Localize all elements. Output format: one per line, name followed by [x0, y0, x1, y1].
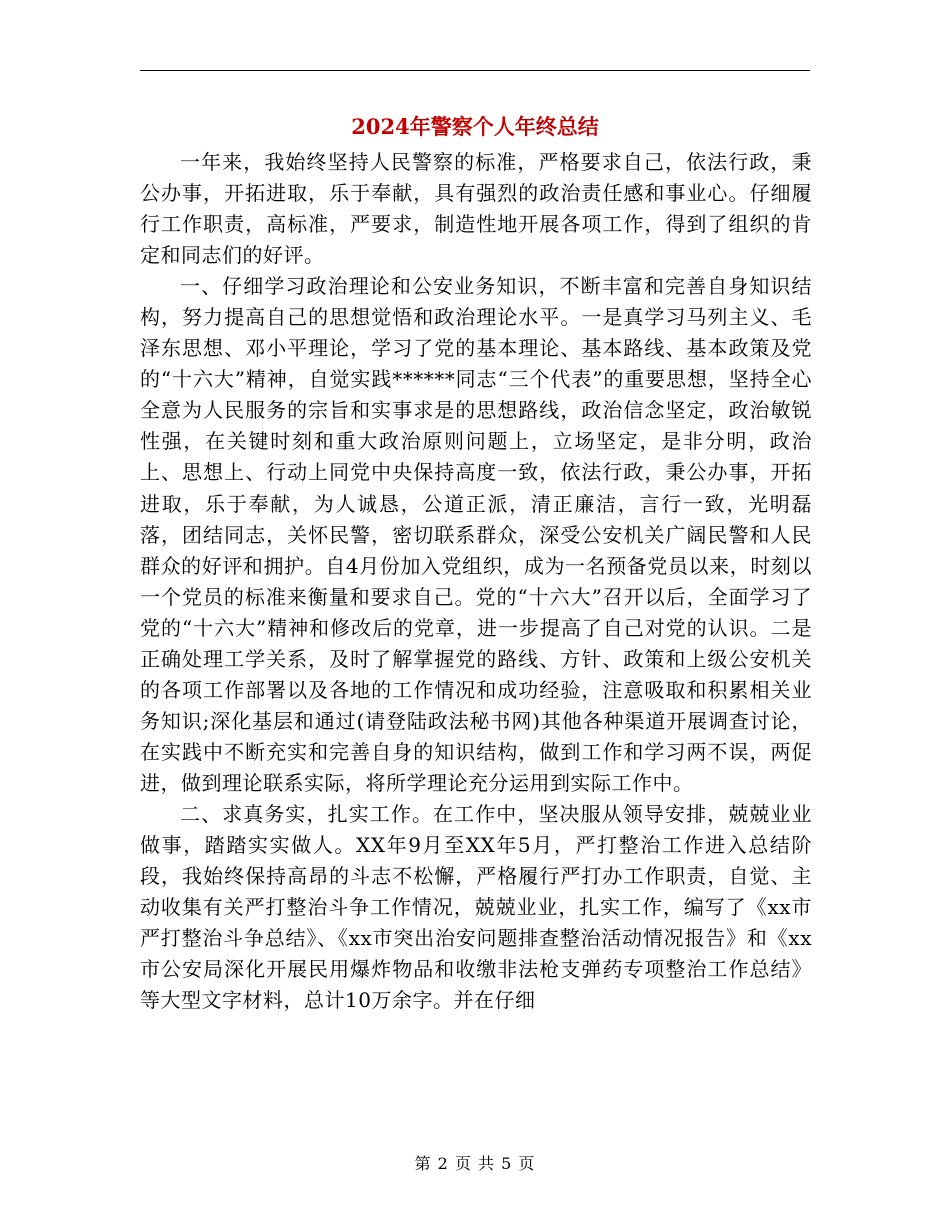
document-title: 2024年警察个人年终总结 [351, 114, 599, 139]
paragraph-section-2: 二、求真务实，扎实工作。在工作中，坚决服从领导安排，兢兢业业做事，踏踏实实做人。XX年9月至XX年5月，严打整治工作进入总结阶段，我始终保持高昂的斗志不松懈，严格履行严打办工作职责，自觉、主动收集有关严打整治斗争工作情况，兢兢业业，扎实工作，编写了《xx市严打整治斗争总结》、《xx市突出治安问题排查整治活动情况报告》和《xx市公安局深化开展民用爆炸物品和收缴非法枪支弹药专项整治工作总结》等大型文字材料，总计10万余字。并在仔细 [140, 801, 812, 1013]
page-footer: 第 2 页 共 5 页 [414, 1154, 536, 1173]
paragraph-section-1: 一、仔细学习政治理论和公安业务知识，不断丰富和完善自身知识结构，努力提高自己的思想觉悟和政治理论水平。一是真学习马列主义、毛泽东思想、邓小平理论，学习了党的基本理论、基本路线、基本政策及党的“十六大”精神，自觉实践******同志“三个代表”的重要思想，坚持全心全意为人民服务的宗旨和实事求是的思想路线，政治信念坚定，政治敏锐性强，在关键时刻和重大政治原则问题上，立场坚定，是非分明，政治上、思想上、行动上同党中央保持高度一致，依法行政，秉公办事，开拓进取，乐于奉献，为人诚恳，公道正派，清正廉洁，言行一致，光明磊落，团结同志，关怀民警，密切联系群众，深受公安机关广阔民警和人民群众的好评和拥护。自4月份加入党组织，成为一名预备党员以来，时刻以一个党员的标准来衡量和要求自己。党的“十六大”召开以后，全面学习了党的“十六大”精神和修改后的党章，进一步提高了自己对党的认识。二是正确处理工学关系，及时了解掌握党的路线、方针、政策和上级公安机关的各项工作部署以及各地的工作情况和成功经验，注意吸取和积累相关业务知识;深化基层和通过(请登陆政法秘书网)其他各种渠道开展调查讨论，在实践中不断充实和完善自身的知识结构，做到工作和学习两不误，两促进，做到理论联系实际，将所学理论充分运用到实际工作中。 [140, 274, 812, 795]
document-body [140, 147, 812, 1016]
paragraph-intro: 一年来，我始终坚持人民警察的标准，严格要求自己，依法行政，秉公办事，开拓进取，乐于奉献，具有强烈的政治责任感和事业心。仔细履行工作职责，高标准，严要求，制造性地开展各项工作，得到了组织的肯定和同志们的好评。 [140, 150, 812, 268]
header-rule [140, 70, 810, 71]
